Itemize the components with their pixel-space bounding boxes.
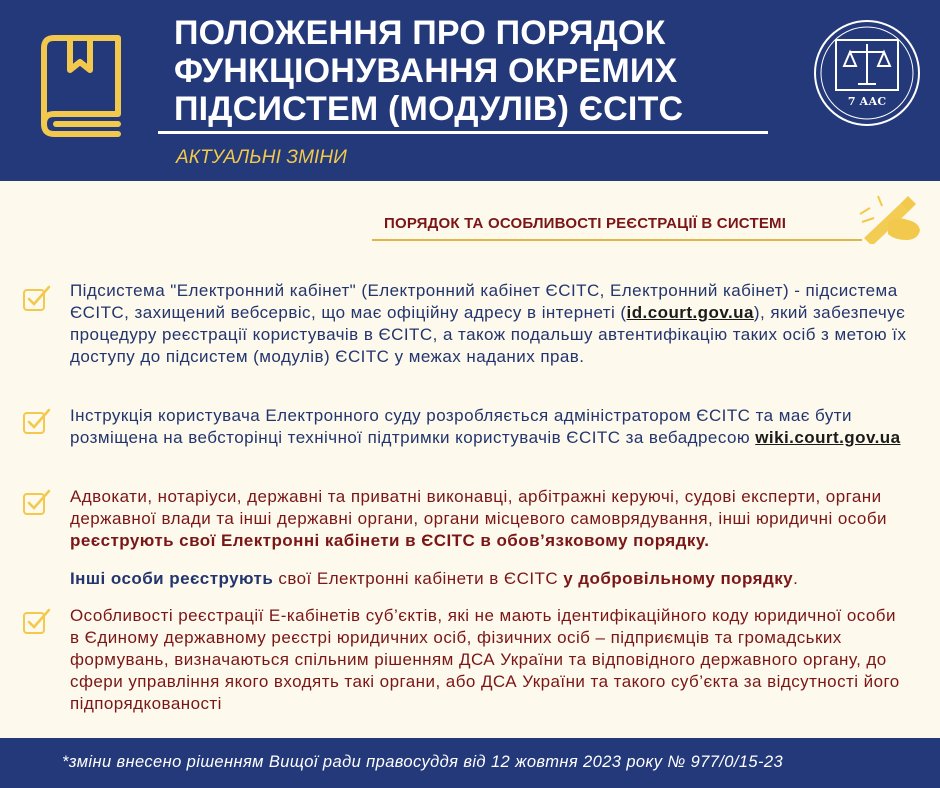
item-3-p2-bold1: Інші особи реєструють — [70, 569, 274, 588]
title-line-1: ПОЛОЖЕННЯ ПРО ПОРЯДОК — [174, 14, 666, 52]
title-line-3: ПІДСИСТЕМ (МОДУЛІВ) ЄСІТС — [174, 90, 684, 128]
item-4-text-part1: Особливості реєстрації Е-кабінетів суб’єктів, які не мають ідентифікаційного коду юридичної особи в Єдиному державному реєстрі юридичних осіб, фізичних осіб – підприємців та громадських формувань, — [70, 606, 896, 669]
id-court-link[interactable]: id.court.gov.ua — [626, 303, 754, 322]
title-line-2: ФУНКЦІОНУВАННЯ ОКРЕМИХ — [174, 52, 678, 90]
header-banner — [0, 0, 940, 181]
item-3-text-bold: реєструють свої Електронні кабінети в ЄСІТС в обов’язковому порядку. — [70, 531, 710, 550]
wiki-court-link[interactable]: wiki.court.gov.ua — [755, 428, 901, 447]
item-3-text — [70, 486, 910, 552]
checkbox-check-icon — [22, 607, 52, 635]
heading-underline — [372, 239, 862, 241]
checkbox-check-icon — [22, 284, 52, 312]
checkbox-check-icon — [22, 488, 52, 516]
subtitle: АКТУАЛЬНІ ЗМІНИ — [176, 147, 347, 168]
page-title — [174, 14, 764, 128]
item-4-text — [70, 605, 910, 715]
item-3-p2-bold2: у добровільному порядку — [563, 569, 794, 588]
item-3-p2-end: . — [793, 569, 799, 588]
item-3-p2-mid: свої Електронні кабінети в ЄСІТС — [273, 569, 564, 588]
item-2-text — [70, 405, 910, 449]
item-3-text-part1: Адвокати, нотаріуси, державні та приватні виконавці, арбітражні керуючі, судові експерти, органи державної влади та інші державні органи, органи місцевого самоврядування, інші юридичні особи — [70, 487, 887, 528]
item-4-text-part2: визначаються спільним рішенням ДСА України та відповідного державного органу, до сфери управління якого входять такі органи, або ДСА України та такого суб’єкта за відсутності його підпорядкованості — [70, 650, 900, 713]
title-divider — [158, 131, 768, 134]
book-icon — [32, 30, 124, 142]
court-logo — [812, 18, 922, 128]
section-heading: ПОРЯДОК ТА ОСОБЛИВОСТІ РЕЄСТРАЦІЇ В СИСТЕМІ — [384, 215, 787, 232]
item-3-paragraph-2 — [70, 568, 910, 590]
footer-note: *зміни внесено рішенням Вищої ради правосуддя від 12 жовтня 2023 року № 977/0/15-23 — [62, 753, 784, 771]
item-1-text — [70, 280, 910, 368]
logo-caption: 7 ААС — [847, 95, 887, 108]
item-1-text-part1: Підсистема "Електронний кабінет" (Електронний кабінет ЄСІТС, Електронний кабінет) - підсистема ЄСІТС, захищений вебсервіс, що має офіційну адресу в інтернеті ( — [70, 281, 898, 322]
item-1-text-part2: ), який забезпечує процедуру реєстрації користувачів в ЄСІТС, а також подальшу автентифікацію таких осіб з метою їх доступу до підсистем (модулів) ЄСІТС у межах наданих прав. — [70, 303, 907, 366]
footer-banner — [0, 738, 940, 788]
checkbox-check-icon — [22, 407, 52, 435]
item-2-text-part1: Інструкція користувача Електронного суду розробляється адміністратором ЄСІТС та має бути розміщена на вебсторінці технічної підтримки користувачів ЄСІТС за вебадресою — [70, 406, 852, 447]
writing-hand-icon — [858, 194, 924, 244]
